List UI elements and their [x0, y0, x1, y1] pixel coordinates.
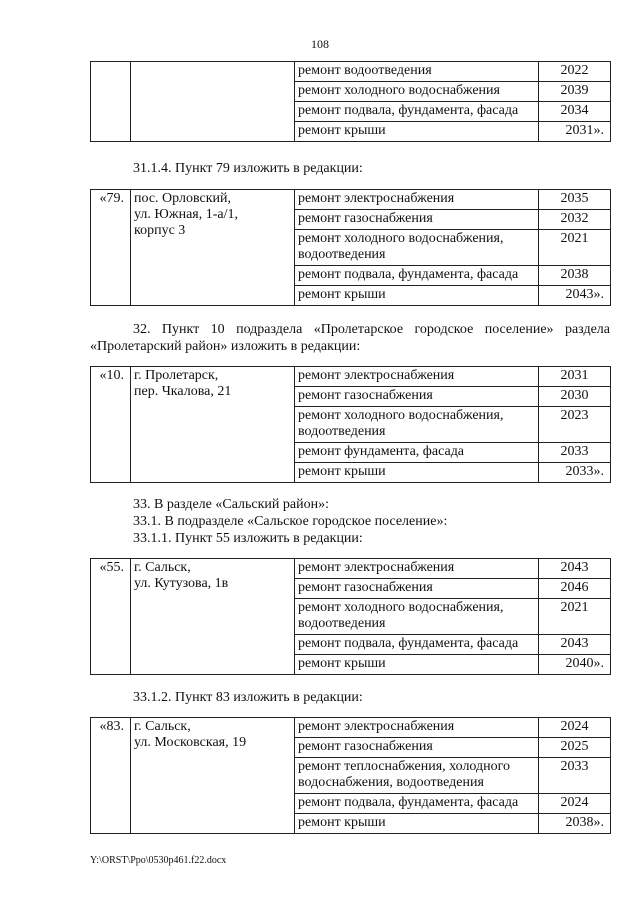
- item-number: «83.: [91, 718, 131, 834]
- item-number: «10.: [91, 367, 131, 483]
- works-table-item-55: [90, 558, 611, 675]
- work-year: 2035: [539, 190, 611, 210]
- paragraph-32-line-2: «Пролетарский район» изложить в редакции:: [90, 339, 361, 354]
- work-year: 2023: [539, 407, 611, 443]
- work-type: ремонт подвала, фундамента, фасада: [295, 794, 539, 814]
- paragraph-33-1-2: 33.1.2. Пункт 83 изложить в редакции:: [133, 690, 363, 705]
- item-address: г. Пролетарск, пер. Чкалова, 21: [131, 367, 295, 483]
- item-address: г. Сальск, ул. Московская, 19: [131, 718, 295, 834]
- work-year: 2022: [539, 62, 611, 82]
- item-address: пос. Орловский, ул. Южная, 1-а/1, корпус 3: [131, 190, 295, 306]
- work-year: 2024: [539, 718, 611, 738]
- work-type: ремонт электроснабжения: [295, 718, 539, 738]
- work-year: 2046: [539, 579, 611, 599]
- work-year: 2038».: [539, 814, 611, 834]
- work-type: ремонт газоснабжения: [295, 387, 539, 407]
- work-type: ремонт крыши: [295, 286, 539, 306]
- work-year: 2043: [539, 559, 611, 579]
- work-type: ремонт крыши: [295, 463, 539, 483]
- table-row: [91, 718, 611, 738]
- paragraph-33: 33. В разделе «Сальский район»:: [133, 497, 329, 512]
- work-type: ремонт водоотведения: [295, 62, 539, 82]
- table-row: [91, 190, 611, 210]
- works-table-item-10: [90, 366, 611, 483]
- work-year: 2033: [539, 443, 611, 463]
- works-table-item-79: [90, 189, 611, 306]
- work-year: 2033».: [539, 463, 611, 483]
- work-year: 2034: [539, 102, 611, 122]
- page-number: 108: [311, 37, 329, 51]
- works-table-item-83: [90, 717, 611, 834]
- work-type: ремонт теплоснабжения, холодного водоснабжения, водоотведения: [295, 758, 539, 794]
- work-type: ремонт газоснабжения: [295, 579, 539, 599]
- work-type: ремонт крыши: [295, 122, 539, 142]
- footer-file-path: Y:\ORST\Ppo\0530p461.f22.docx: [90, 855, 227, 866]
- work-type: ремонт газоснабжения: [295, 738, 539, 758]
- work-type: ремонт подвала, фундамента, фасада: [295, 635, 539, 655]
- work-year: 2031: [539, 367, 611, 387]
- work-year: 2040».: [539, 655, 611, 675]
- work-year: 2025: [539, 738, 611, 758]
- work-type: ремонт крыши: [295, 814, 539, 834]
- work-year: 2043».: [539, 286, 611, 306]
- work-year: 2038: [539, 266, 611, 286]
- work-type: ремонт холодного водоснабжения: [295, 82, 539, 102]
- work-type: ремонт подвала, фундамента, фасада: [295, 266, 539, 286]
- work-year: 2021: [539, 230, 611, 266]
- work-type: ремонт холодного водоснабжения, водоотведения: [295, 407, 539, 443]
- work-year: 2021: [539, 599, 611, 635]
- item-number: «55.: [91, 559, 131, 675]
- work-year: 2033: [539, 758, 611, 794]
- item-address: [131, 62, 295, 142]
- work-year: 2030: [539, 387, 611, 407]
- table-row: [91, 62, 611, 82]
- work-type: ремонт холодного водоснабжения, водоотведения: [295, 599, 539, 635]
- work-year: 2043: [539, 635, 611, 655]
- table-row: [91, 559, 611, 579]
- work-type: ремонт подвала, фундамента, фасада: [295, 102, 539, 122]
- work-year: 2031».: [539, 122, 611, 142]
- work-type: ремонт электроснабжения: [295, 190, 539, 210]
- item-number: [91, 62, 131, 142]
- work-year: 2039: [539, 82, 611, 102]
- work-type: ремонт электроснабжения: [295, 367, 539, 387]
- work-type: ремонт фундамента, фасада: [295, 443, 539, 463]
- paragraph-33-1: 33.1. В подразделе «Сальское городское поселение»:: [133, 514, 448, 529]
- work-type: ремонт крыши: [295, 655, 539, 675]
- paragraph-31-1-4: 31.1.4. Пункт 79 изложить в редакции:: [133, 161, 363, 176]
- item-number: «79.: [91, 190, 131, 306]
- work-type: ремонт газоснабжения: [295, 210, 539, 230]
- works-table-continued: [90, 61, 611, 142]
- work-year: 2024: [539, 794, 611, 814]
- work-type: ремонт электроснабжения: [295, 559, 539, 579]
- item-address: г. Сальск, ул. Кутузова, 1в: [131, 559, 295, 675]
- work-year: 2032: [539, 210, 611, 230]
- table-row: [91, 367, 611, 387]
- paragraph-32-line-1: 32. Пункт 10 подраздела «Пролетарское городское поселение» раздела: [133, 322, 610, 337]
- paragraph-33-1-1: 33.1.1. Пункт 55 изложить в редакции:: [133, 531, 363, 546]
- work-type: ремонт холодного водоснабжения, водоотведения: [295, 230, 539, 266]
